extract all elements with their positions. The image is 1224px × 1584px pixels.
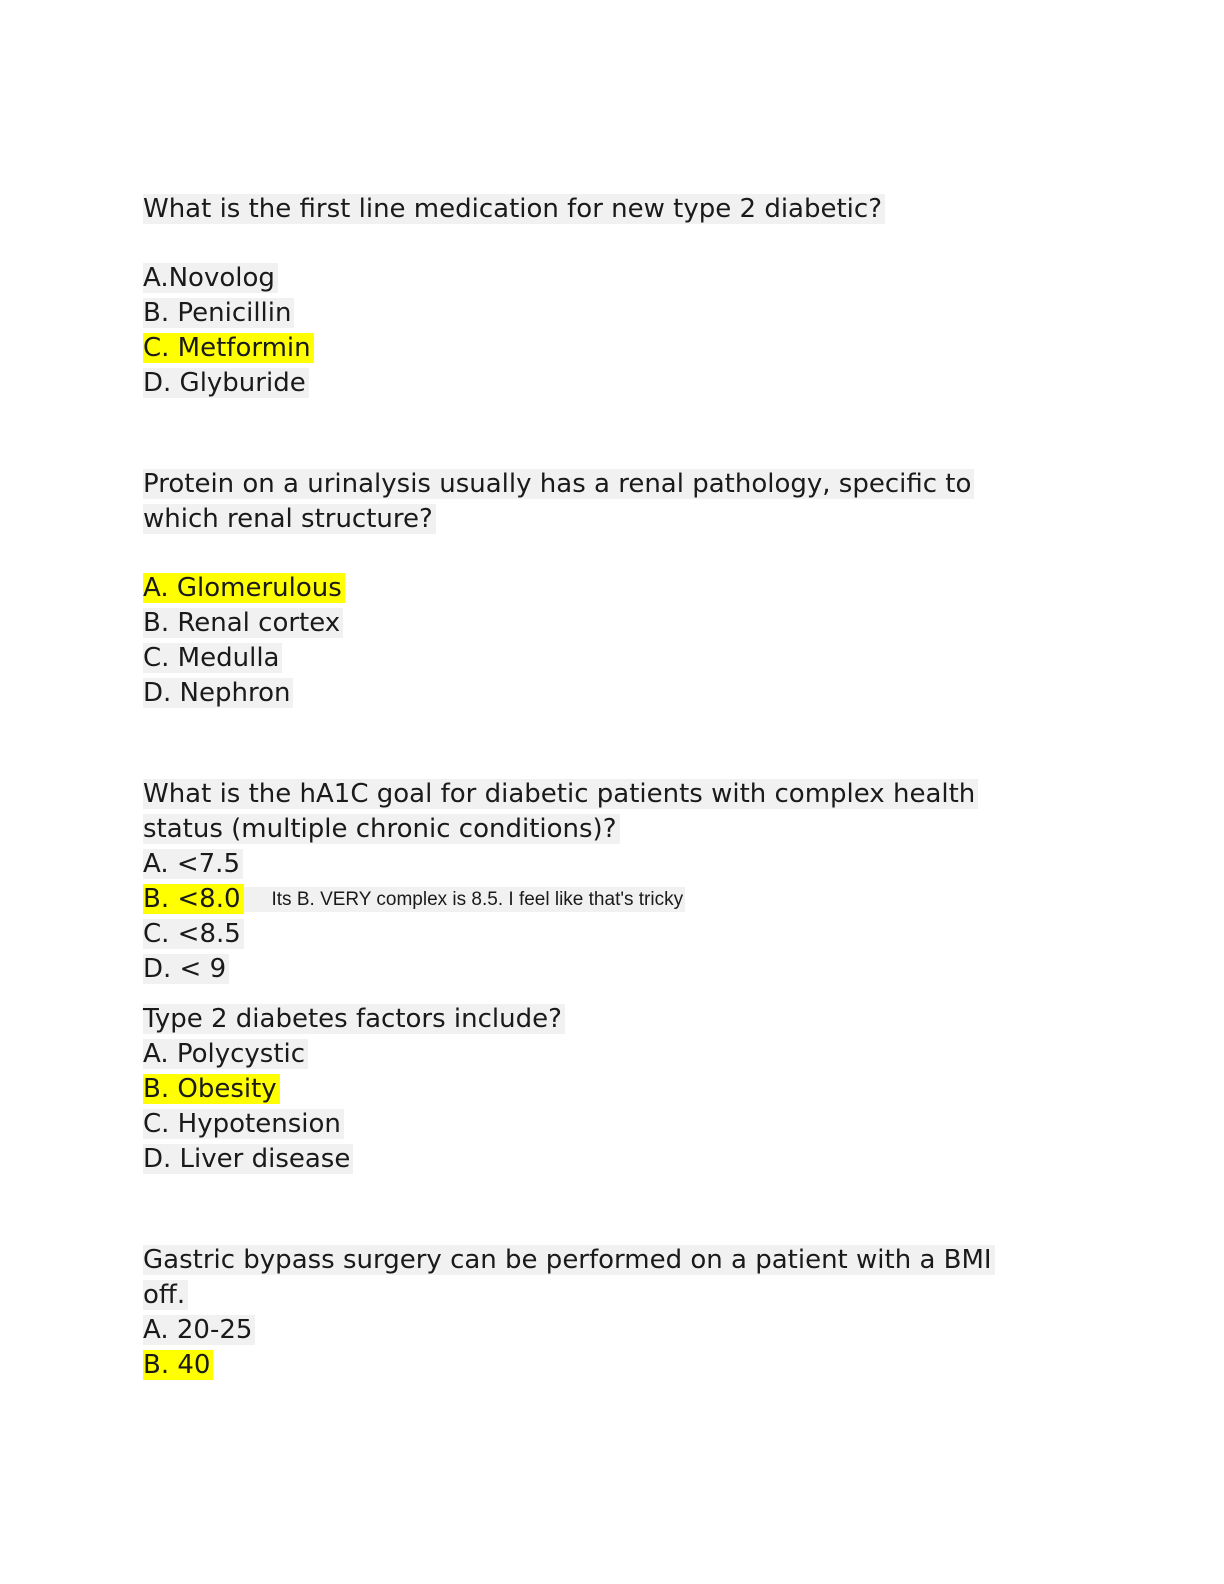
option-text: A. 20-25	[143, 1315, 255, 1345]
annotation-note: Its B. VERY complex is 8.5. I feel like that's tricky	[244, 887, 686, 912]
highlighted-answer: B. <8.0	[143, 884, 244, 914]
question-5-prompt-line-2	[143, 1278, 188, 1312]
option-text: A.Novolog	[143, 263, 278, 293]
option-text: B. Renal cortex	[143, 608, 343, 638]
question-1-prompt	[143, 192, 885, 226]
question-1-option-a	[143, 261, 278, 295]
question-3-option-a	[143, 847, 243, 881]
option-text: D. < 9	[143, 954, 229, 984]
highlighted-answer: C. Metformin	[143, 333, 314, 363]
highlighted-answer: B. Obesity	[143, 1074, 280, 1104]
question-2-prompt-line-1	[143, 467, 974, 501]
option-text: C. Hypotension	[143, 1109, 344, 1139]
question-3-option-b	[143, 882, 685, 916]
question-2-prompt-line-2	[143, 502, 436, 536]
question-5-prompt-line-1	[143, 1243, 995, 1277]
question-4-option-c	[143, 1107, 344, 1141]
question-text: status (multiple chronic conditions)?	[143, 814, 620, 844]
question-2-option-b	[143, 606, 343, 640]
option-text: C. <8.5	[143, 919, 244, 949]
question-text: Protein on a urinalysis usually has a renal pathology, specific to	[143, 469, 974, 499]
question-1-option-c	[143, 331, 314, 365]
question-text: Type 2 diabetes factors include?	[143, 1004, 565, 1034]
question-4-option-a	[143, 1037, 308, 1071]
option-text: A. <7.5	[143, 849, 243, 879]
option-text: A. Polycystic	[143, 1039, 308, 1069]
question-2-option-d	[143, 676, 293, 710]
question-2-option-a	[143, 571, 345, 605]
question-3-option-c	[143, 917, 244, 951]
option-text: D. Liver disease	[143, 1144, 353, 1174]
question-text: What is the first line medication for new type 2 diabetic?	[143, 194, 885, 224]
highlighted-answer: A. Glomerulous	[143, 573, 345, 603]
option-text: C. Medulla	[143, 643, 282, 673]
highlighted-answer: B. 40	[143, 1350, 213, 1380]
question-4-option-b	[143, 1072, 280, 1106]
question-3-option-d	[143, 952, 229, 986]
question-3-prompt-line-2	[143, 812, 620, 846]
question-3-prompt-line-1	[143, 777, 978, 811]
option-text: D. Glyburide	[143, 368, 309, 398]
question-5-option-b	[143, 1348, 213, 1382]
question-4-option-d	[143, 1142, 353, 1176]
question-text: What is the hA1C goal for diabetic patients with complex health	[143, 779, 978, 809]
question-2-option-c	[143, 641, 282, 675]
option-text: B. Penicillin	[143, 298, 294, 328]
question-text: off.	[143, 1280, 188, 1310]
question-4-prompt	[143, 1002, 565, 1036]
question-1-option-d	[143, 366, 309, 400]
question-5-option-a	[143, 1313, 255, 1347]
question-text: which renal structure?	[143, 504, 436, 534]
option-text: D. Nephron	[143, 678, 293, 708]
question-1-option-b	[143, 296, 294, 330]
question-text: Gastric bypass surgery can be performed on a patient with a BMI	[143, 1245, 995, 1275]
